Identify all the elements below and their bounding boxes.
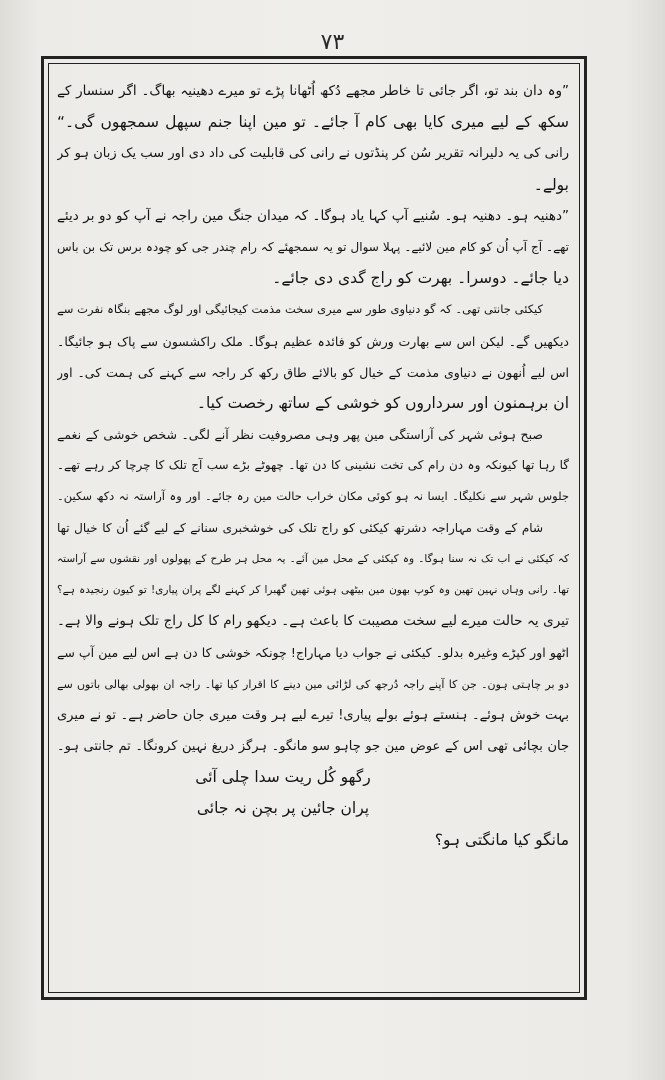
text-line: سکھ کے لیے میری کایا بھی کام آ جائے۔ تو مین اپنا جنم سپھل سمجھوں گی۔“	[57, 113, 569, 132]
text-line: دیکھیں گے۔ لیکن اس سے بھارت ورش کو فائدہ عظیم ہوگا۔ ملک راکشسون سے پاک ہو جائیگا۔	[57, 333, 569, 349]
text-line: دیا جائے۔ دوسرا۔ بھرت کو راج گدی دی جائے۔	[272, 269, 569, 288]
page-border-inner	[48, 63, 580, 993]
text-line: بولے۔	[533, 175, 569, 194]
text-line: دو بر چاہتی ہون۔ جن کا آپنے راجہ دُرجھ کی لڑائی مین دینے کا اقرار کیا تھا۔ راجہ ان بھولی بھالی باتوں سے	[57, 677, 569, 691]
verse-line: پران جائین پر بچن نہ جائی	[196, 799, 370, 818]
text-line: تھے۔ آج آپ اُن کو کام مین لائیے۔ پہلا سوال تو یہ سمجھئے کہ رام چندر جی کو چودہ برس تک بن باس	[57, 239, 569, 254]
text-line: اٹھو اور کپڑے وغیرہ بدلو۔ کیکئی نے جواب دیا مہاراج! چونکہ خوشی کا دن ہے اس لیے مین آپ سے	[57, 645, 569, 661]
text-line: تیری یہ حالت میرے لیے سخت مصیبت کا باعث ہے۔ دیکھو رام کا کل راج تلک ہونے والا ہے۔	[57, 613, 569, 630]
text-line: مانگو کیا مانگتی ہو؟	[434, 830, 569, 849]
text-line: گا رہا تھا کیونکہ وہ دن رام کی تخت نشینی کا دن تھا۔ چھوٹے بڑے سب آج تلک کا چرچا کر رہے تھے۔	[57, 458, 569, 473]
page-number: ۷۳	[320, 30, 345, 55]
text-line: جان بچائی تھی اس کے عوض مین جو چاہو سو مانگو۔ ہرگز دریغ نہین کرونگا۔ تم جانتی ہو۔	[57, 738, 569, 754]
text-line: کہ کیکئی نے اب تک نہ سنا ہوگا۔ وہ کیکئی کے محل مین آئے۔ یہ محل ہر طرح کے پھولوں اور نقشوں سے آراستہ	[57, 552, 569, 565]
body-text	[57, 76, 569, 984]
text-line: صبح ہوئی شہر کی آراستگی مین پھر وہی مصروفیت نظر آنے لگی۔ شخص خوشی کے نغمے	[57, 427, 543, 443]
text-line: کیکئی جانتی تھی۔ کہ گو دنیاوی طور سے میری سخت مذمت کیجائیگی اور لوگ مجھے بنگاہ نفرت سے	[57, 302, 543, 317]
text-line: تھا۔ رانی وہاں نہین تھین وہ کوپ بھون مین بیٹھی ہوئی تھین گھبرا کر کہنے لگے پران پیاری! تو کیون رنجیدہ ہے؟	[57, 584, 569, 596]
text-line: رانی کی یہ دلیرانہ تقریر سُن کر پنڈتوں نے رانی کی قابلیت کی داد دی اور سب یک زبان ہو کر	[57, 146, 569, 162]
text-line: جلوس شہر سے نکلیگا۔ ایسا نہ ہو کوئی مکان خراب حالت مین رہ جائے۔ اور وہ آراستہ نہ دکھ سکین۔	[57, 489, 569, 504]
verse-line: رگھو کُل ریت سدا چلی آئی	[195, 768, 371, 787]
text-line: شام کے وقت مہاراجہ دشرتھ کیکئی کو راج تلک کی خوشخبری سنانے کے لیے گئے اُن کا خیال تھا	[57, 520, 543, 535]
text-line: اس لیے اُنھون نے دنیاوی مذمت کے خیال کو بالائے طاق رکھ کر راجہ سے کہنے کی ہمت کی۔ اور	[57, 364, 569, 380]
text-line: ان برہمنون اور سرداروں کو خوشی کے ساتھ رخصت کیا۔	[196, 393, 569, 412]
page-border	[41, 56, 587, 1000]
text-line: بہت خوش ہوئے۔ ہنستے ہوئے بولے پیاری! تیرے لیے ہر وقت میری جان حاضر ہے۔ تو نے میری	[57, 707, 569, 723]
text-line: ”وہ دان بند تو، اگر جائی تا خاطر مجھے دُکھ اُٹھانا پڑے تو میرے دھینیہ بھاگ۔ اگر سنسار کے	[57, 83, 569, 99]
text-line: ”دھنیہ ہو۔ دھنیہ ہو۔ سُنیے آپ کہا یاد ہوگا۔ کہ میدان جنگ مین راجہ نے آپ کو دو بر دیئے	[57, 207, 569, 224]
